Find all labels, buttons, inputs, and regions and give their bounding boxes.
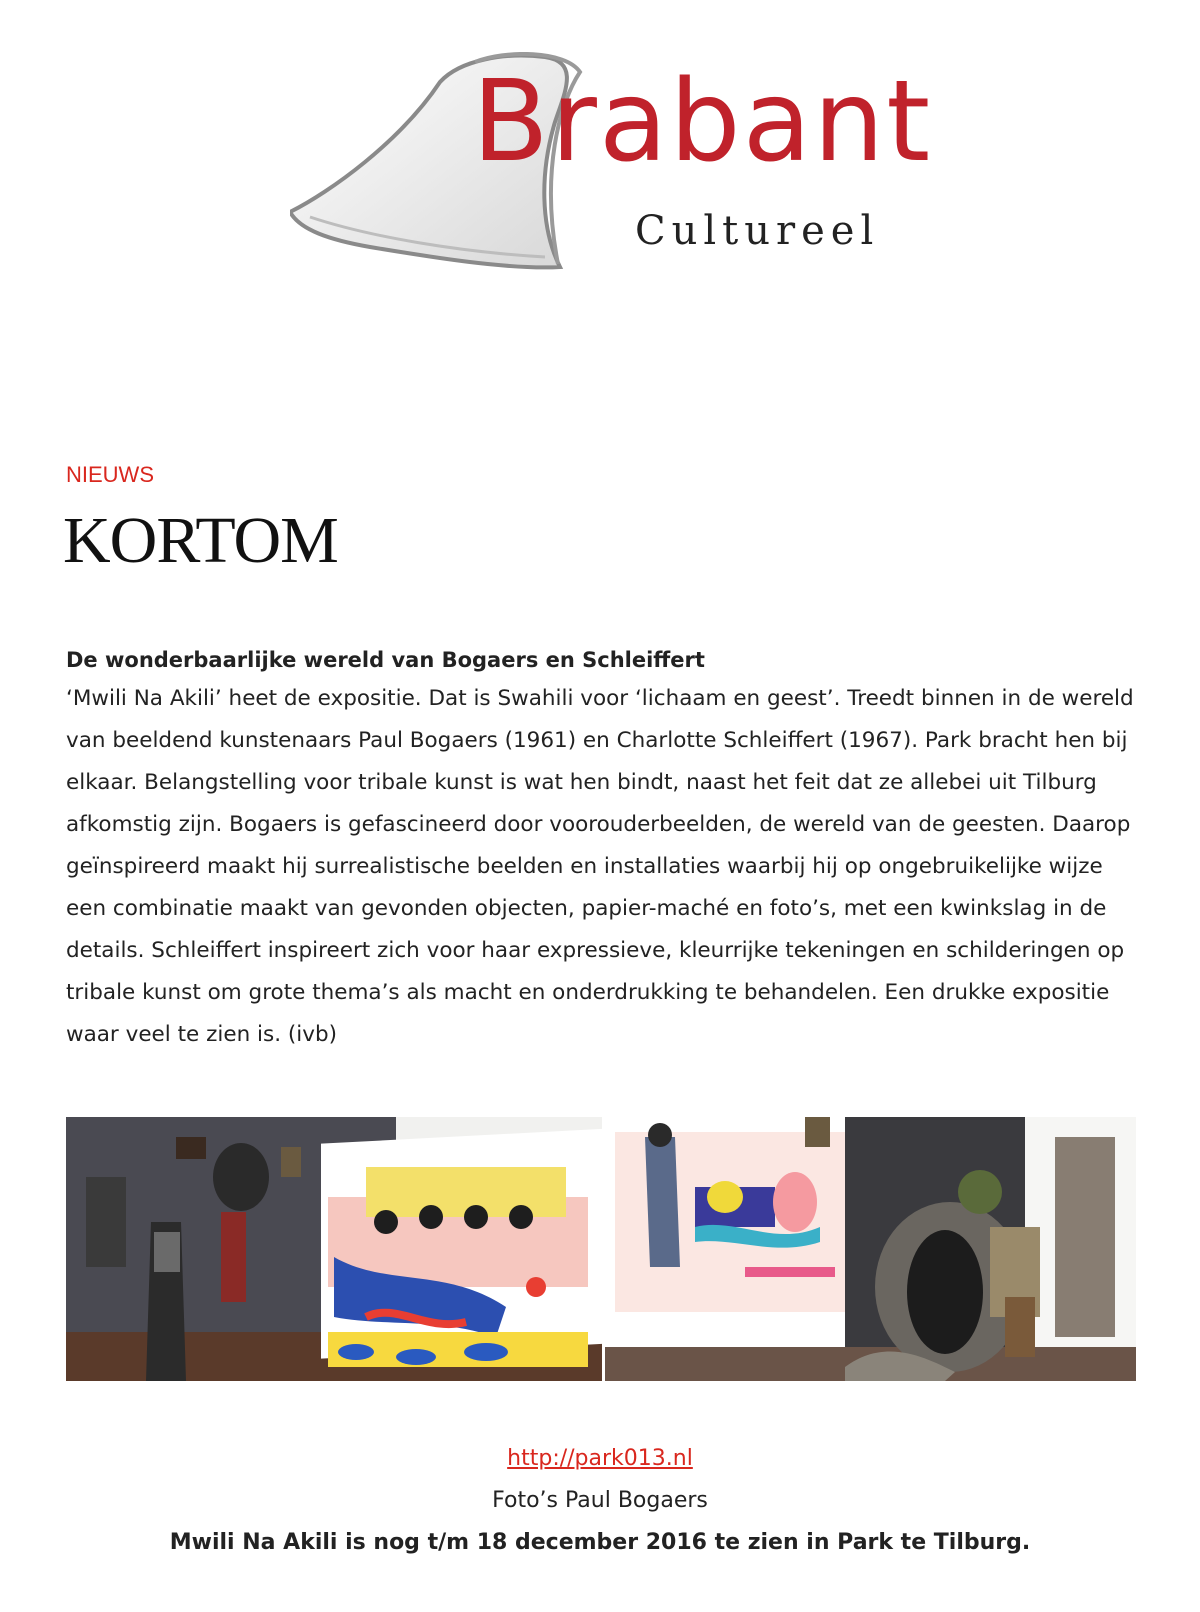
- article-body: [66, 642, 1146, 1056]
- logo-wordmark: Brabant: [472, 57, 933, 187]
- exhibition-photo-left: [66, 1117, 602, 1381]
- photo-credit: Foto’s Paul Bogaers: [492, 1488, 708, 1513]
- article-paragraph: ‘Mwili Na Akili’ heet de expositie. Dat is Swahili voor ‘lichaam en geest’. Treedt binnen in de wereld van beeldend kunstenaars Paul Bogaers (1961) en Charlotte Schleiffert (1967). Park bracht hen bij elkaar. Belangstelling voor tribale kunst is wat hen bindt, naast het feit dat ze allebei uit Tilburg afkomstig zijn. Bogaers is gefascineerd door voorouderbeelden, de wereld van de geesten. Daarop geïnspireerd maakt hij surrealistische beelden en installaties waarbij hij op ongebruikelijke wijze een combinatie maakt van gevonden objecten, papier-maché en foto’s, met een kwinkslag in de details. Schleiffert inspireert zich voor haar expressieve, kleurrijke tekeningen en schilderingen op tribale kunst om grote thema’s als macht en onderdrukking te behandelen. Een drukke expositie waar veel te zien is. (ivb): [66, 686, 1134, 1047]
- exhibition-photo-right: [605, 1117, 1136, 1381]
- article-subtitle: De wonderbaarlijke wereld van Bogaers en Schleiffert: [66, 648, 705, 672]
- photo-strip: [66, 1117, 1136, 1381]
- park-link[interactable]: http://park013.nl: [507, 1446, 693, 1471]
- site-logo[interactable]: [290, 52, 933, 282]
- page-title: KORTOM: [63, 504, 338, 577]
- category-label[interactable]: NIEUWS: [66, 462, 154, 487]
- exhibition-note: Mwili Na Akili is nog t/m 18 december 2016 te zien in Park te Tilburg.: [169, 1530, 1031, 1555]
- article-footer: [0, 1438, 1200, 1564]
- logo-subtitle: Cultureel: [635, 208, 880, 254]
